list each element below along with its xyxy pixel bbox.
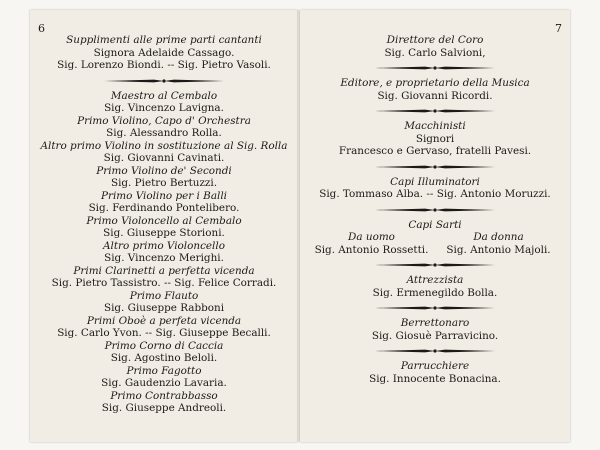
title-signori: Signori	[415, 132, 455, 145]
role-heading: Primo Violino, Capo d' Orchestra	[77, 114, 251, 127]
name-berrettonaro: Sig. Giosuè Parravicino.	[371, 329, 499, 342]
role-illuminatori: Capi Illuminatori	[390, 175, 480, 188]
name-sarto-uomo: Sig. Antonio Rossetti.	[314, 243, 429, 256]
role-heading: Primo Violino de' Secondi	[96, 164, 232, 177]
person-name: Sig. Giuseppe Andreoli.	[101, 402, 227, 414]
sarti-names-row	[300, 244, 570, 257]
page-number-left: 6	[38, 22, 45, 35]
person-name: Sig. Carlo Yvon. -- Sig. Giuseppe Becalli.	[57, 327, 271, 339]
ornamental-rule	[375, 261, 495, 269]
person-name: Sig. Pietro Bertuzzi.	[110, 177, 218, 189]
role-parrucchiere: Parrucchiere	[400, 360, 470, 372]
label-da-uomo: Da uomo	[348, 231, 395, 243]
role-heading: Primo Violino per i Balli	[101, 189, 227, 202]
ornamental-rule	[375, 347, 495, 355]
name-editore: Sig. Giovanni Ricordi.	[377, 89, 493, 102]
role-heading: Primo Fagotto	[126, 364, 202, 377]
role-heading: Primo Violoncello al Cembalo	[86, 214, 242, 227]
right-page	[300, 10, 570, 442]
person-name: Sig. Alessandro Rolla.	[106, 127, 222, 139]
page-number-right: 7	[555, 22, 562, 35]
role-direttore: Direttore del Coro	[386, 34, 484, 46]
sarti-labels-row	[300, 231, 570, 244]
person-name: Sig. Vincenzo Merighi.	[104, 252, 224, 264]
role-heading: Primi Clarinetti a perfetta vicenda	[73, 264, 255, 277]
right-page-text	[300, 34, 570, 385]
role-attrezzista: Attrezzista	[406, 274, 464, 286]
name-illuminatori: Sig. Tommaso Alba. -- Sig. Antonio Moruzzi.	[319, 188, 551, 200]
person-name: Sig. Agostino Beloli.	[110, 352, 218, 364]
person-name: Sig. Ferdinando Pontelibero.	[88, 202, 240, 214]
person-name: Signora Adelaide Cassago.	[93, 46, 235, 59]
person-name: Sig. Giovanni Cavinati.	[103, 152, 225, 164]
role-heading: Altro primo Violino in sostituzione al Sig. Rolla	[40, 139, 288, 152]
role-berrettonaro: Berrettonaro	[400, 317, 470, 329]
ornamental-rule	[375, 206, 495, 214]
name-attrezzista: Sig. Ermenegildo Bolla.	[372, 286, 498, 299]
person-name: Sig. Gaudenzio Lavaria.	[101, 377, 227, 389]
left-page-text	[30, 34, 298, 415]
role-heading: Altro primo Violoncello	[103, 239, 225, 252]
person-name: Sig. Vincenzo Lavigna.	[104, 102, 224, 114]
left-page	[30, 10, 298, 442]
ornamental-rule	[375, 304, 495, 312]
role-heading: Primo Flauto	[129, 289, 199, 302]
role-editore: Editore, e proprietario della Musica	[340, 77, 530, 89]
name-sarto-donna: Sig. Antonio Majoli.	[446, 243, 551, 256]
role-sarti: Capi Sarti	[408, 218, 462, 231]
name-direttore: Sig. Carlo Salvioni,	[384, 46, 486, 59]
person-name: Sig. Giuseppe Rabboni	[103, 302, 225, 314]
ornamental-rule	[375, 64, 495, 72]
role-heading: Primi Oboè a perfeta vicenda	[86, 314, 242, 327]
label-da-donna: Da donna	[473, 231, 524, 243]
role-heading: Maestro al Cembalo	[110, 89, 218, 102]
role-heading: Supplimenti alle prime parti cantanti	[66, 34, 262, 46]
ornamental-rule	[375, 163, 495, 171]
ornamental-rule	[104, 77, 224, 85]
name-parrucchiere: Sig. Innocente Bonacina.	[369, 372, 501, 385]
person-name: Sig. Lorenzo Biondi. -- Sig. Pietro Vasoli.	[57, 59, 271, 71]
role-heading: Primo Contrabbasso	[110, 389, 218, 402]
name-macchinisti: Francesco e Gervaso, fratelli Pavesi.	[338, 145, 532, 157]
ornamental-rule	[375, 107, 495, 115]
role-heading: Primo Corno di Caccia	[104, 339, 224, 352]
person-name: Sig. Pietro Tassistro. -- Sig. Felice Corradi.	[51, 277, 277, 289]
person-name: Sig. Giuseppe Storioni.	[103, 227, 225, 239]
role-macchinisti: Macchinisti	[404, 120, 466, 132]
